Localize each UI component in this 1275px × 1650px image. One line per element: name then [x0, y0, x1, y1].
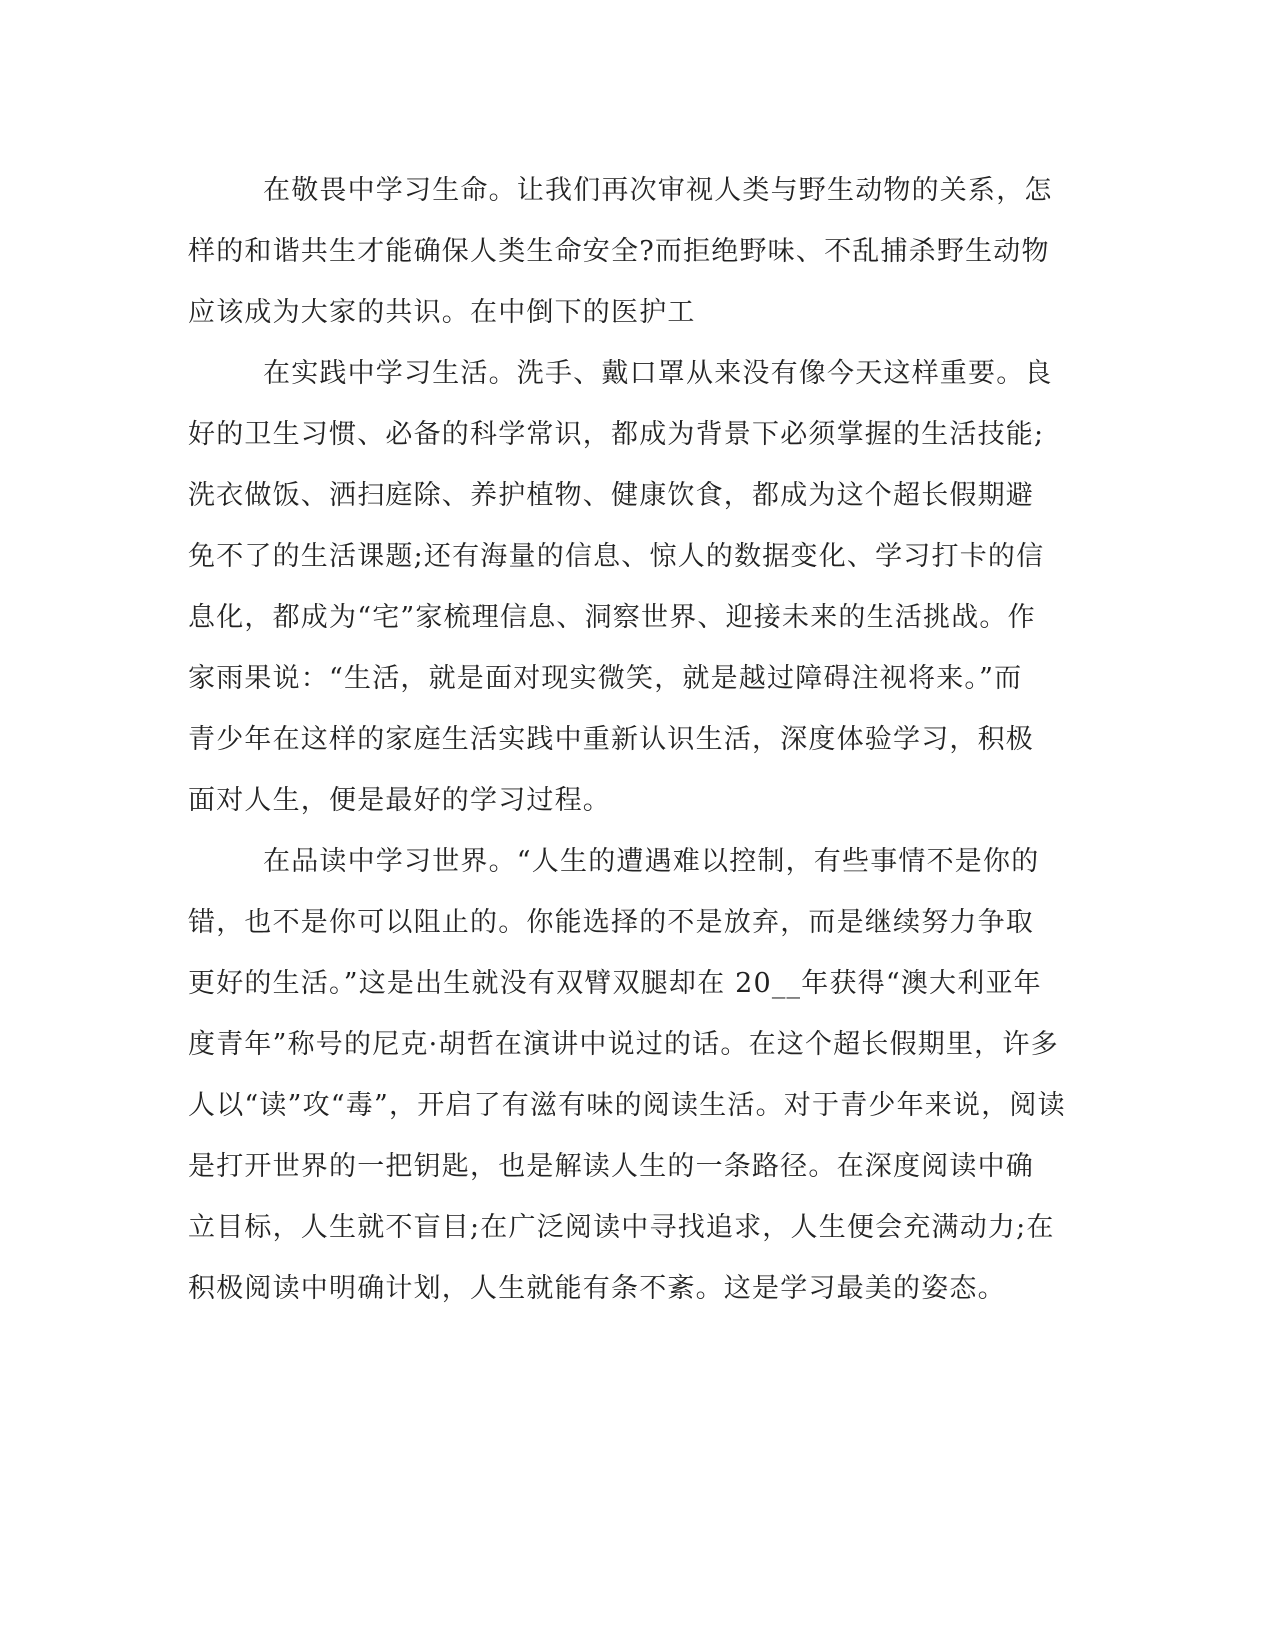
paragraph-line: 青少年在这样的家庭生活实践中重新认识生活，深度体验学习，积极 — [188, 724, 1034, 755]
paragraph-line: 面对人生，便是最好的学习过程。 — [188, 785, 611, 816]
paragraph-line: 洗衣做饭、洒扫庭除、养护植物、健康饮食，都成为这个超长假期避 — [188, 480, 1034, 511]
document-body — [188, 160, 1088, 1319]
paragraph-line: 度青年”称号的尼克·胡哲在演讲中说过的话。在这个超长假期里，许多 — [188, 1029, 1059, 1060]
paragraph-line: 免不了的生活课题;还有海量的信息、惊人的数据变化、学习打卡的信 — [188, 541, 1045, 572]
paragraph-line: 息化，都成为“宅”家梳理信息、洞察世界、迎接未来的生活挑战。作 — [188, 602, 1036, 633]
paragraph-line: 积极阅读中明确计划，人生就能有条不紊。这是学习最美的姿态。 — [188, 1273, 1006, 1304]
paragraph-line: 在实践中学习生活。洗手、戴口罩从来没有像今天这样重要。良 — [263, 358, 1053, 389]
paragraph-learning-world — [188, 831, 1088, 1319]
paragraph-line: 是打开世界的一把钥匙，也是解读人生的一条路径。在深度阅读中确 — [188, 1151, 1034, 1182]
paragraph-line: 家雨果说：“生活，就是面对现实微笑，就是越过障碍注视将来。”而 — [188, 663, 1023, 694]
paragraph-learning-life — [188, 160, 1088, 343]
paragraph-line: 立目标，人生就不盲目;在广泛阅读中寻找追求，人生便会充满动力;在 — [188, 1212, 1055, 1243]
paragraph-line: 人以“读”攻“毒”，开启了有滋有味的阅读生活。对于青少年来说，阅读 — [188, 1090, 1066, 1121]
paragraph-learning-living — [188, 343, 1088, 831]
paragraph-line: 应该成为大家的共识。在中倒下的医护工 — [188, 297, 696, 328]
paragraph-line: 样的和谐共生才能确保人类生命安全?而拒绝野味、不乱捕杀野生动物 — [188, 236, 1050, 267]
paragraph-line: 更好的生活。”这是出生就没有双臂双腿却在 20__年获得“澳大利亚年 — [188, 968, 1042, 999]
paragraph-line: 在敬畏中学习生命。让我们再次审视人类与野生动物的关系，怎 — [263, 175, 1053, 206]
paragraph-line: 在品读中学习世界。“人生的遭遇难以控制，有些事情不是你的 — [263, 846, 1040, 877]
paragraph-line: 错，也不是你可以阻止的。你能选择的不是放弃，而是继续努力争取 — [188, 907, 1034, 938]
paragraph-line: 好的卫生习惯、必备的科学常识，都成为背景下必须掌握的生活技能; — [188, 419, 1045, 450]
